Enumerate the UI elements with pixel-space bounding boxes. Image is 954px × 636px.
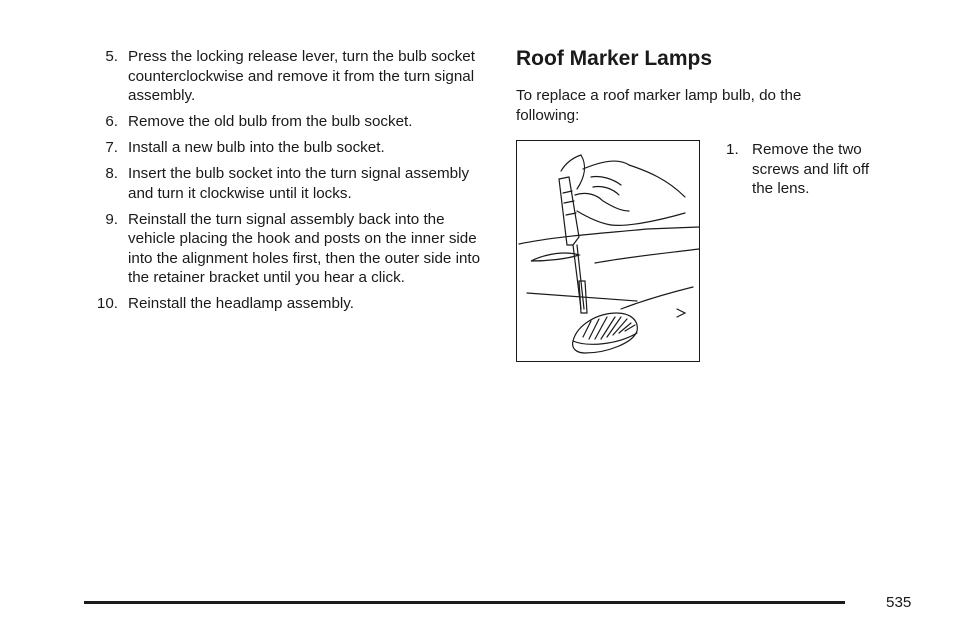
section-heading: Roof Marker Lamps (516, 47, 713, 70)
step-text: Press the locking release lever, turn the bulb socket counterclockwise and remove it from the turn signal assembly. (128, 48, 475, 104)
page-number: 535 (886, 594, 912, 611)
section-intro: To replace a roof marker lamp bulb, do the following: (516, 87, 802, 124)
step-number: 8. (105, 165, 118, 182)
step-10 (84, 294, 484, 314)
roof-marker-section (516, 45, 876, 125)
step-9 (84, 210, 484, 288)
step-text: Remove the two screws and lift off the lens. (752, 141, 870, 197)
roof-marker-lamp-illustration (516, 140, 700, 362)
left-column (84, 47, 484, 320)
step-text: Insert the bulb socket into the turn signal assembly and turn it clockwise until it locks. (128, 165, 470, 202)
screwdriver-lamp-icon (517, 141, 700, 362)
step-number: 1. (726, 141, 739, 158)
step-number: 5. (105, 48, 118, 65)
step-8 (84, 164, 484, 203)
step-text: Reinstall the turn signal assembly back into the vehicle placing the hook and posts on the inner side into the alignment holes first, then the outer side into the retainer bracket until you hear a click. (128, 210, 481, 286)
step-number: 10. (96, 295, 118, 312)
step-number: 9. (105, 210, 118, 228)
step-number: 7. (105, 139, 118, 156)
step-6 (84, 112, 484, 132)
footer-rule (84, 601, 845, 604)
figure-step-1 (726, 140, 886, 199)
step-text: Remove the old bulb from the bulb socket. (128, 113, 413, 130)
step-number: 6. (105, 113, 118, 130)
step-5 (84, 47, 484, 106)
step-7 (84, 138, 484, 158)
step-text: Reinstall the headlamp assembly. (128, 295, 354, 312)
step-text: Install a new bulb into the bulb socket. (128, 139, 385, 156)
